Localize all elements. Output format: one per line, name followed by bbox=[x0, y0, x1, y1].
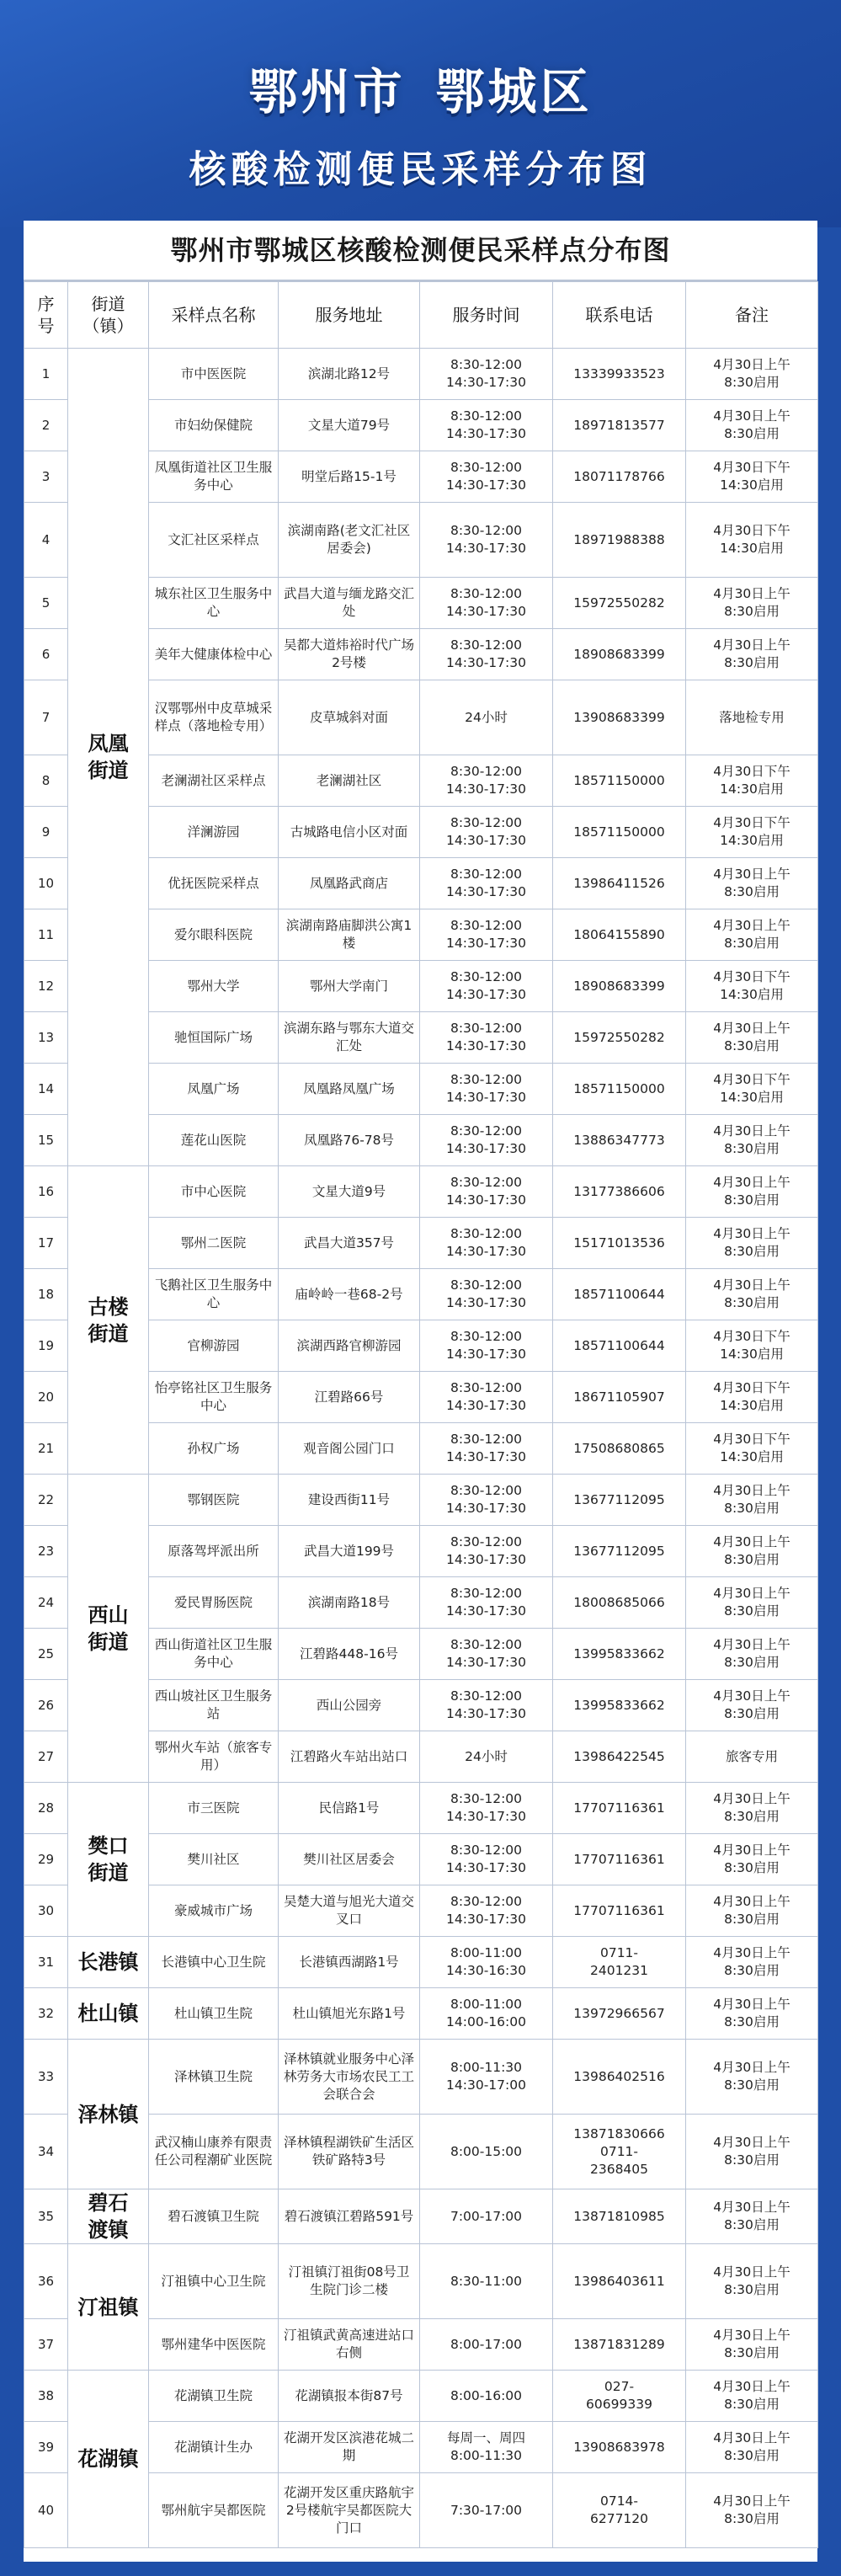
remark: 4月30日上午 8:30启用 bbox=[686, 1834, 818, 1885]
contact-phone: 18671105907 bbox=[553, 1372, 686, 1423]
site-name: 官柳游园 bbox=[149, 1320, 279, 1372]
table-header-row bbox=[24, 282, 818, 349]
row-number: 7 bbox=[24, 680, 68, 755]
street-name: 碧石 渡镇 bbox=[68, 2189, 149, 2244]
site-address: 吴楚大道与旭光大道交叉口 bbox=[279, 1885, 420, 1937]
contact-phone: 13677112095 bbox=[553, 1526, 686, 1577]
site-address: 滨湖南路(老文汇社区居委会) bbox=[279, 503, 420, 578]
contact-phone: 18571100644 bbox=[553, 1269, 686, 1320]
row-number: 9 bbox=[24, 807, 68, 858]
site-address: 建设西街11号 bbox=[279, 1475, 420, 1526]
service-time: 8:30-12:00 14:30-17:30 bbox=[420, 349, 553, 400]
site-address: 滨湖北路12号 bbox=[279, 349, 420, 400]
remark: 4月30日下午 14:30启用 bbox=[686, 503, 818, 578]
column-header-street: 街道（镇） bbox=[68, 282, 149, 349]
row-number: 34 bbox=[24, 2115, 68, 2189]
site-address: 汀祖镇武黄高速进站口右侧 bbox=[279, 2319, 420, 2371]
contact-phone: 13886347773 bbox=[553, 1115, 686, 1166]
table-row bbox=[24, 2244, 818, 2319]
service-time: 7:30-17:00 bbox=[420, 2473, 553, 2548]
service-time: 8:30-12:00 14:30-17:30 bbox=[420, 1372, 553, 1423]
remark: 旅客专用 bbox=[686, 1731, 818, 1783]
contact-phone: 0711- 2401231 bbox=[553, 1937, 686, 1988]
site-name: 鄂州二医院 bbox=[149, 1218, 279, 1269]
service-time: 8:30-12:00 14:30-17:30 bbox=[420, 1783, 553, 1834]
contact-phone: 18071178766 bbox=[553, 451, 686, 503]
column-header-address: 服务地址 bbox=[279, 282, 420, 349]
row-number: 27 bbox=[24, 1731, 68, 1783]
row-number: 10 bbox=[24, 858, 68, 909]
service-time: 8:30-12:00 14:30-17:30 bbox=[420, 451, 553, 503]
site-address: 观音阁公园门口 bbox=[279, 1423, 420, 1475]
site-name: 鄂州航宇吴都医院 bbox=[149, 2473, 279, 2548]
row-number: 16 bbox=[24, 1166, 68, 1218]
remark: 4月30日下午 14:30启用 bbox=[686, 961, 818, 1012]
site-name: 汉鄂鄂州中皮草城采样点（落地检专用） bbox=[149, 680, 279, 755]
service-time: 24小时 bbox=[420, 1731, 553, 1783]
contact-phone: 13986402516 bbox=[553, 2040, 686, 2115]
site-name: 鄂州建华中医医院 bbox=[149, 2319, 279, 2371]
site-name: 碧石渡镇卫生院 bbox=[149, 2189, 279, 2244]
site-name: 城东社区卫生服务中心 bbox=[149, 578, 279, 629]
row-number: 21 bbox=[24, 1423, 68, 1475]
service-time: 8:30-12:00 14:30-17:30 bbox=[420, 1012, 553, 1064]
column-header-time: 服务时间 bbox=[420, 282, 553, 349]
remark: 4月30日上午 8:30启用 bbox=[686, 2473, 818, 2548]
remark: 4月30日上午 8:30启用 bbox=[686, 578, 818, 629]
site-name: 优抚医院采样点 bbox=[149, 858, 279, 909]
street-name: 汀祖镇 bbox=[68, 2244, 149, 2371]
service-time: 8:30-12:00 14:30-17:30 bbox=[420, 961, 553, 1012]
site-name: 鄂州大学 bbox=[149, 961, 279, 1012]
service-time: 每周一、周四 8:00-11:30 bbox=[420, 2422, 553, 2473]
site-address: 明堂后路15-1号 bbox=[279, 451, 420, 503]
page-subtitle: 核酸检测便民采样分布图 bbox=[189, 148, 652, 191]
remark: 4月30日上午 8:30启用 bbox=[686, 2040, 818, 2115]
service-time: 8:00-15:00 bbox=[420, 2115, 553, 2189]
row-number: 28 bbox=[24, 1783, 68, 1834]
table-row bbox=[24, 349, 818, 400]
remark: 4月30日上午 8:30启用 bbox=[686, 349, 818, 400]
table-row bbox=[24, 1988, 818, 2040]
row-number: 4 bbox=[24, 503, 68, 578]
sampling-sites-table bbox=[24, 281, 818, 2548]
service-time: 8:30-12:00 14:30-17:30 bbox=[420, 1166, 553, 1218]
row-number: 13 bbox=[24, 1012, 68, 1064]
service-time: 8:30-12:00 14:30-17:30 bbox=[420, 755, 553, 807]
service-time: 7:00-17:00 bbox=[420, 2189, 553, 2244]
site-address: 老澜湖社区 bbox=[279, 755, 420, 807]
contact-phone: 13908683978 bbox=[553, 2422, 686, 2473]
site-address: 汀祖镇汀祖街08号卫生院门诊二楼 bbox=[279, 2244, 420, 2319]
site-name: 爱尔眼科医院 bbox=[149, 909, 279, 961]
page-header bbox=[0, 0, 841, 219]
contact-phone: 13986422545 bbox=[553, 1731, 686, 1783]
site-name: 汀祖镇中心卫生院 bbox=[149, 2244, 279, 2319]
row-number: 30 bbox=[24, 1885, 68, 1937]
site-name: 孙权广场 bbox=[149, 1423, 279, 1475]
site-name: 长港镇中心卫生院 bbox=[149, 1937, 279, 1988]
remark: 4月30日上午 8:30启用 bbox=[686, 1012, 818, 1064]
site-address: 滨湖南路18号 bbox=[279, 1577, 420, 1629]
remark: 4月30日上午 8:30启用 bbox=[686, 1629, 818, 1680]
service-time: 8:30-12:00 14:30-17:30 bbox=[420, 1064, 553, 1115]
service-time: 8:30-12:00 14:30-17:30 bbox=[420, 503, 553, 578]
contact-phone: 15972550282 bbox=[553, 1012, 686, 1064]
service-time: 8:00-17:00 bbox=[420, 2319, 553, 2371]
remark: 4月30日上午 8:30启用 bbox=[686, 400, 818, 451]
site-address: 凤凰路凤凰广场 bbox=[279, 1064, 420, 1115]
column-header-site-name: 采样点名称 bbox=[149, 282, 279, 349]
table-row bbox=[24, 2371, 818, 2422]
table-row bbox=[24, 1937, 818, 1988]
street-name: 樊口 街道 bbox=[68, 1783, 149, 1937]
service-time: 8:30-12:00 14:30-17:30 bbox=[420, 1269, 553, 1320]
site-name: 泽林镇卫生院 bbox=[149, 2040, 279, 2115]
remark: 4月30日上午 8:30启用 bbox=[686, 1166, 818, 1218]
title-city: 鄂州市 bbox=[248, 63, 406, 120]
service-time: 8:00-11:00 14:00-16:00 bbox=[420, 1988, 553, 2040]
contact-phone: 13677112095 bbox=[553, 1475, 686, 1526]
contact-phone: 15972550282 bbox=[553, 578, 686, 629]
contact-phone: 18971813577 bbox=[553, 400, 686, 451]
row-number: 29 bbox=[24, 1834, 68, 1885]
contact-phone: 13995833662 bbox=[553, 1680, 686, 1731]
row-number: 1 bbox=[24, 349, 68, 400]
service-time: 8:00-16:00 bbox=[420, 2371, 553, 2422]
contact-phone: 18571100644 bbox=[553, 1320, 686, 1372]
street-name: 西山 街道 bbox=[68, 1475, 149, 1783]
column-header-note: 备注 bbox=[686, 282, 818, 349]
contact-phone: 13995833662 bbox=[553, 1629, 686, 1680]
service-time: 8:30-12:00 14:30-17:30 bbox=[420, 578, 553, 629]
row-number: 24 bbox=[24, 1577, 68, 1629]
row-number: 38 bbox=[24, 2371, 68, 2422]
site-address: 文星大道79号 bbox=[279, 400, 420, 451]
contact-phone: 18908683399 bbox=[553, 629, 686, 680]
service-time: 8:30-12:00 14:30-17:30 bbox=[420, 858, 553, 909]
site-address: 泽林镇就业服务中心泽林劳务大市场农民工工会联合会 bbox=[279, 2040, 420, 2115]
remark: 4月30日上午 8:30启用 bbox=[686, 1680, 818, 1731]
service-time: 8:30-12:00 14:30-17:30 bbox=[420, 1629, 553, 1680]
site-name: 市妇幼保健院 bbox=[149, 400, 279, 451]
service-time: 8:30-12:00 14:30-17:30 bbox=[420, 1834, 553, 1885]
row-number: 36 bbox=[24, 2244, 68, 2319]
page-title bbox=[0, 52, 841, 123]
contact-phone: 13908683399 bbox=[553, 680, 686, 755]
contact-phone: 15171013536 bbox=[553, 1218, 686, 1269]
service-time: 24小时 bbox=[420, 680, 553, 755]
site-address: 武昌大道与缅龙路交汇处 bbox=[279, 578, 420, 629]
remark: 4月30日下午 14:30启用 bbox=[686, 1423, 818, 1475]
site-name: 洋澜游园 bbox=[149, 807, 279, 858]
site-address: 武昌大道199号 bbox=[279, 1526, 420, 1577]
column-header-no: 序号 bbox=[24, 282, 68, 349]
service-time: 8:30-12:00 14:30-17:30 bbox=[420, 909, 553, 961]
contact-phone: 18571150000 bbox=[553, 1064, 686, 1115]
site-address: 凤凰路76-78号 bbox=[279, 1115, 420, 1166]
table-row bbox=[24, 2189, 818, 2244]
site-name: 市三医院 bbox=[149, 1783, 279, 1834]
service-time: 8:30-12:00 14:30-17:30 bbox=[420, 629, 553, 680]
site-address: 文星大道9号 bbox=[279, 1166, 420, 1218]
contact-phone: 13871830666 0711- 2368405 bbox=[553, 2115, 686, 2189]
site-name: 市中医医院 bbox=[149, 349, 279, 400]
row-number: 40 bbox=[24, 2473, 68, 2548]
remark: 4月30日上午 8:30启用 bbox=[686, 1115, 818, 1166]
contact-phone: 13871831289 bbox=[553, 2319, 686, 2371]
site-name: 老澜湖社区采样点 bbox=[149, 755, 279, 807]
row-number: 19 bbox=[24, 1320, 68, 1372]
remark: 4月30日下午 14:30启用 bbox=[686, 755, 818, 807]
contact-phone: 027- 60699339 bbox=[553, 2371, 686, 2422]
street-name: 凤凰 街道 bbox=[68, 349, 149, 1166]
service-time: 8:30-12:00 14:30-17:30 bbox=[420, 1115, 553, 1166]
site-name: 凤凰街道社区卫生服务中心 bbox=[149, 451, 279, 503]
site-name: 凤凰广场 bbox=[149, 1064, 279, 1115]
contact-phone: 17707116361 bbox=[553, 1834, 686, 1885]
site-address: 泽林镇程湖铁矿生活区铁矿路特3号 bbox=[279, 2115, 420, 2189]
remark: 4月30日下午 14:30启用 bbox=[686, 1064, 818, 1115]
site-name: 杜山镇卫生院 bbox=[149, 1988, 279, 2040]
service-time: 8:30-12:00 14:30-17:30 bbox=[420, 1423, 553, 1475]
row-number: 12 bbox=[24, 961, 68, 1012]
remark: 4月30日上午 8:30启用 bbox=[686, 1475, 818, 1526]
contact-phone: 13339933523 bbox=[553, 349, 686, 400]
table-row bbox=[24, 1475, 818, 1526]
row-number: 26 bbox=[24, 1680, 68, 1731]
contact-phone: 18571150000 bbox=[553, 807, 686, 858]
site-name: 文汇社区采样点 bbox=[149, 503, 279, 578]
contact-phone: 17707116361 bbox=[553, 1885, 686, 1937]
remark: 4月30日上午 8:30启用 bbox=[686, 1988, 818, 2040]
row-number: 8 bbox=[24, 755, 68, 807]
site-name: 原落驾坪派出所 bbox=[149, 1526, 279, 1577]
row-number: 33 bbox=[24, 2040, 68, 2115]
service-time: 8:30-11:00 bbox=[420, 2244, 553, 2319]
remark: 4月30日上午 8:30启用 bbox=[686, 629, 818, 680]
row-number: 18 bbox=[24, 1269, 68, 1320]
street-name: 泽林镇 bbox=[68, 2040, 149, 2189]
site-address: 花湖镇报本街87号 bbox=[279, 2371, 420, 2422]
site-name: 樊川社区 bbox=[149, 1834, 279, 1885]
contact-phone: 18064155890 bbox=[553, 909, 686, 961]
contact-phone: 18008685066 bbox=[553, 1577, 686, 1629]
contact-phone: 13986411526 bbox=[553, 858, 686, 909]
contact-phone: 17508680865 bbox=[553, 1423, 686, 1475]
row-number: 5 bbox=[24, 578, 68, 629]
site-name: 花湖镇计生办 bbox=[149, 2422, 279, 2473]
row-number: 3 bbox=[24, 451, 68, 503]
column-header-phone: 联系电话 bbox=[553, 282, 686, 349]
service-time: 8:30-12:00 14:30-17:30 bbox=[420, 1577, 553, 1629]
remark: 4月30日上午 8:30启用 bbox=[686, 2422, 818, 2473]
street-name: 杜山镇 bbox=[68, 1988, 149, 2040]
site-name: 武汉楠山康养有限责任公司程潮矿业医院 bbox=[149, 2115, 279, 2189]
contact-phone: 13972966567 bbox=[553, 1988, 686, 2040]
service-time: 8:30-12:00 14:30-17:30 bbox=[420, 1320, 553, 1372]
table-caption: 鄂州市鄂城区核酸检测便民采样点分布图 bbox=[24, 221, 817, 281]
row-number: 39 bbox=[24, 2422, 68, 2473]
remark: 4月30日上午 8:30启用 bbox=[686, 1783, 818, 1834]
site-name: 市中心医院 bbox=[149, 1166, 279, 1218]
sampling-sites-sheet bbox=[24, 221, 817, 2562]
remark: 4月30日下午 14:30启用 bbox=[686, 451, 818, 503]
service-time: 8:00-11:30 14:30-17:00 bbox=[420, 2040, 553, 2115]
remark: 4月30日上午 8:30启用 bbox=[686, 1885, 818, 1937]
remark: 4月30日上午 8:30启用 bbox=[686, 2371, 818, 2422]
site-name: 鄂钢医院 bbox=[149, 1475, 279, 1526]
contact-phone: 13177386606 bbox=[553, 1166, 686, 1218]
service-time: 8:30-12:00 14:30-17:30 bbox=[420, 1885, 553, 1937]
row-number: 6 bbox=[24, 629, 68, 680]
service-time: 8:30-12:00 14:30-17:30 bbox=[420, 1526, 553, 1577]
site-name: 怡亭铭社区卫生服务中心 bbox=[149, 1372, 279, 1423]
site-name: 豪威城市广场 bbox=[149, 1885, 279, 1937]
service-time: 8:30-12:00 14:30-17:30 bbox=[420, 1218, 553, 1269]
contact-phone: 0714- 6277120 bbox=[553, 2473, 686, 2548]
site-name: 美年大健康体检中心 bbox=[149, 629, 279, 680]
row-number: 25 bbox=[24, 1629, 68, 1680]
contact-phone: 18971988388 bbox=[553, 503, 686, 578]
row-number: 35 bbox=[24, 2189, 68, 2244]
service-time: 8:00-11:00 14:30-16:30 bbox=[420, 1937, 553, 1988]
site-address: 古城路电信小区对面 bbox=[279, 807, 420, 858]
row-number: 23 bbox=[24, 1526, 68, 1577]
remark: 4月30日上午 8:30启用 bbox=[686, 1937, 818, 1988]
service-time: 8:30-12:00 14:30-17:30 bbox=[420, 400, 553, 451]
remark: 4月30日上午 8:30启用 bbox=[686, 2189, 818, 2244]
service-time: 8:30-12:00 14:30-17:30 bbox=[420, 1680, 553, 1731]
contact-phone: 13871810985 bbox=[553, 2189, 686, 2244]
contact-phone: 17707116361 bbox=[553, 1783, 686, 1834]
site-address: 江碧路66号 bbox=[279, 1372, 420, 1423]
title-district: 鄂城区 bbox=[435, 63, 593, 120]
site-address: 滨湖东路与鄂东大道交汇处 bbox=[279, 1012, 420, 1064]
row-number: 31 bbox=[24, 1937, 68, 1988]
row-number: 17 bbox=[24, 1218, 68, 1269]
site-address: 碧石渡镇江碧路591号 bbox=[279, 2189, 420, 2244]
remark: 4月30日上午 8:30启用 bbox=[686, 909, 818, 961]
site-address: 庙岭岭一巷68-2号 bbox=[279, 1269, 420, 1320]
contact-phone: 13986403611 bbox=[553, 2244, 686, 2319]
remark: 4月30日上午 8:30启用 bbox=[686, 858, 818, 909]
row-number: 32 bbox=[24, 1988, 68, 2040]
table-row bbox=[24, 2040, 818, 2115]
site-name: 驰恒国际广场 bbox=[149, 1012, 279, 1064]
remark: 4月30日上午 8:30启用 bbox=[686, 2244, 818, 2319]
contact-phone: 18908683399 bbox=[553, 961, 686, 1012]
row-number: 37 bbox=[24, 2319, 68, 2371]
service-time: 8:30-12:00 14:30-17:30 bbox=[420, 1475, 553, 1526]
site-address: 花湖开发区重庆路航宇2号楼航宇吴都医院大门口 bbox=[279, 2473, 420, 2548]
site-address: 江碧路火车站出站口 bbox=[279, 1731, 420, 1783]
row-number: 14 bbox=[24, 1064, 68, 1115]
row-number: 11 bbox=[24, 909, 68, 961]
site-address: 武昌大道357号 bbox=[279, 1218, 420, 1269]
site-name: 西山坡社区卫生服务站 bbox=[149, 1680, 279, 1731]
site-address: 滨湖西路官柳游园 bbox=[279, 1320, 420, 1372]
remark: 4月30日上午 8:30启用 bbox=[686, 1269, 818, 1320]
site-name: 飞鹅社区卫生服务中心 bbox=[149, 1269, 279, 1320]
service-time: 8:30-12:00 14:30-17:30 bbox=[420, 807, 553, 858]
street-name: 古楼 街道 bbox=[68, 1166, 149, 1475]
street-name: 花湖镇 bbox=[68, 2371, 149, 2548]
row-number: 15 bbox=[24, 1115, 68, 1166]
site-address: 长港镇西湖路1号 bbox=[279, 1937, 420, 1988]
site-name: 爱民胃肠医院 bbox=[149, 1577, 279, 1629]
site-address: 江碧路448-16号 bbox=[279, 1629, 420, 1680]
remark: 4月30日下午 14:30启用 bbox=[686, 1320, 818, 1372]
site-address: 滨湖南路庙脚洪公寓1楼 bbox=[279, 909, 420, 961]
site-name: 鄂州火车站（旅客专用） bbox=[149, 1731, 279, 1783]
table-row bbox=[24, 1166, 818, 1218]
site-address: 民信路1号 bbox=[279, 1783, 420, 1834]
site-address: 吴都大道炜裕时代广场2号楼 bbox=[279, 629, 420, 680]
table-row bbox=[24, 1783, 818, 1834]
site-address: 花湖开发区滨港花城二期 bbox=[279, 2422, 420, 2473]
street-name: 长港镇 bbox=[68, 1937, 149, 1988]
remark: 4月30日上午 8:30启用 bbox=[686, 1218, 818, 1269]
row-number: 20 bbox=[24, 1372, 68, 1423]
site-address: 樊川社区居委会 bbox=[279, 1834, 420, 1885]
site-name: 西山街道社区卫生服务中心 bbox=[149, 1629, 279, 1680]
site-address: 凤凰路武商店 bbox=[279, 858, 420, 909]
remark: 落地检专用 bbox=[686, 680, 818, 755]
row-number: 22 bbox=[24, 1475, 68, 1526]
site-address: 西山公园旁 bbox=[279, 1680, 420, 1731]
site-address: 鄂州大学南门 bbox=[279, 961, 420, 1012]
remark: 4月30日上午 8:30启用 bbox=[686, 1577, 818, 1629]
site-name: 莲花山医院 bbox=[149, 1115, 279, 1166]
site-address: 皮草城斜对面 bbox=[279, 680, 420, 755]
row-number: 2 bbox=[24, 400, 68, 451]
remark: 4月30日上午 8:30启用 bbox=[686, 1526, 818, 1577]
table-body bbox=[24, 349, 818, 2548]
remark: 4月30日下午 14:30启用 bbox=[686, 1372, 818, 1423]
remark: 4月30日上午 8:30启用 bbox=[686, 2319, 818, 2371]
site-address: 杜山镇旭光东路1号 bbox=[279, 1988, 420, 2040]
remark: 4月30日上午 8:30启用 bbox=[686, 2115, 818, 2189]
contact-phone: 18571150000 bbox=[553, 755, 686, 807]
remark: 4月30日下午 14:30启用 bbox=[686, 807, 818, 858]
site-name: 花湖镇卫生院 bbox=[149, 2371, 279, 2422]
